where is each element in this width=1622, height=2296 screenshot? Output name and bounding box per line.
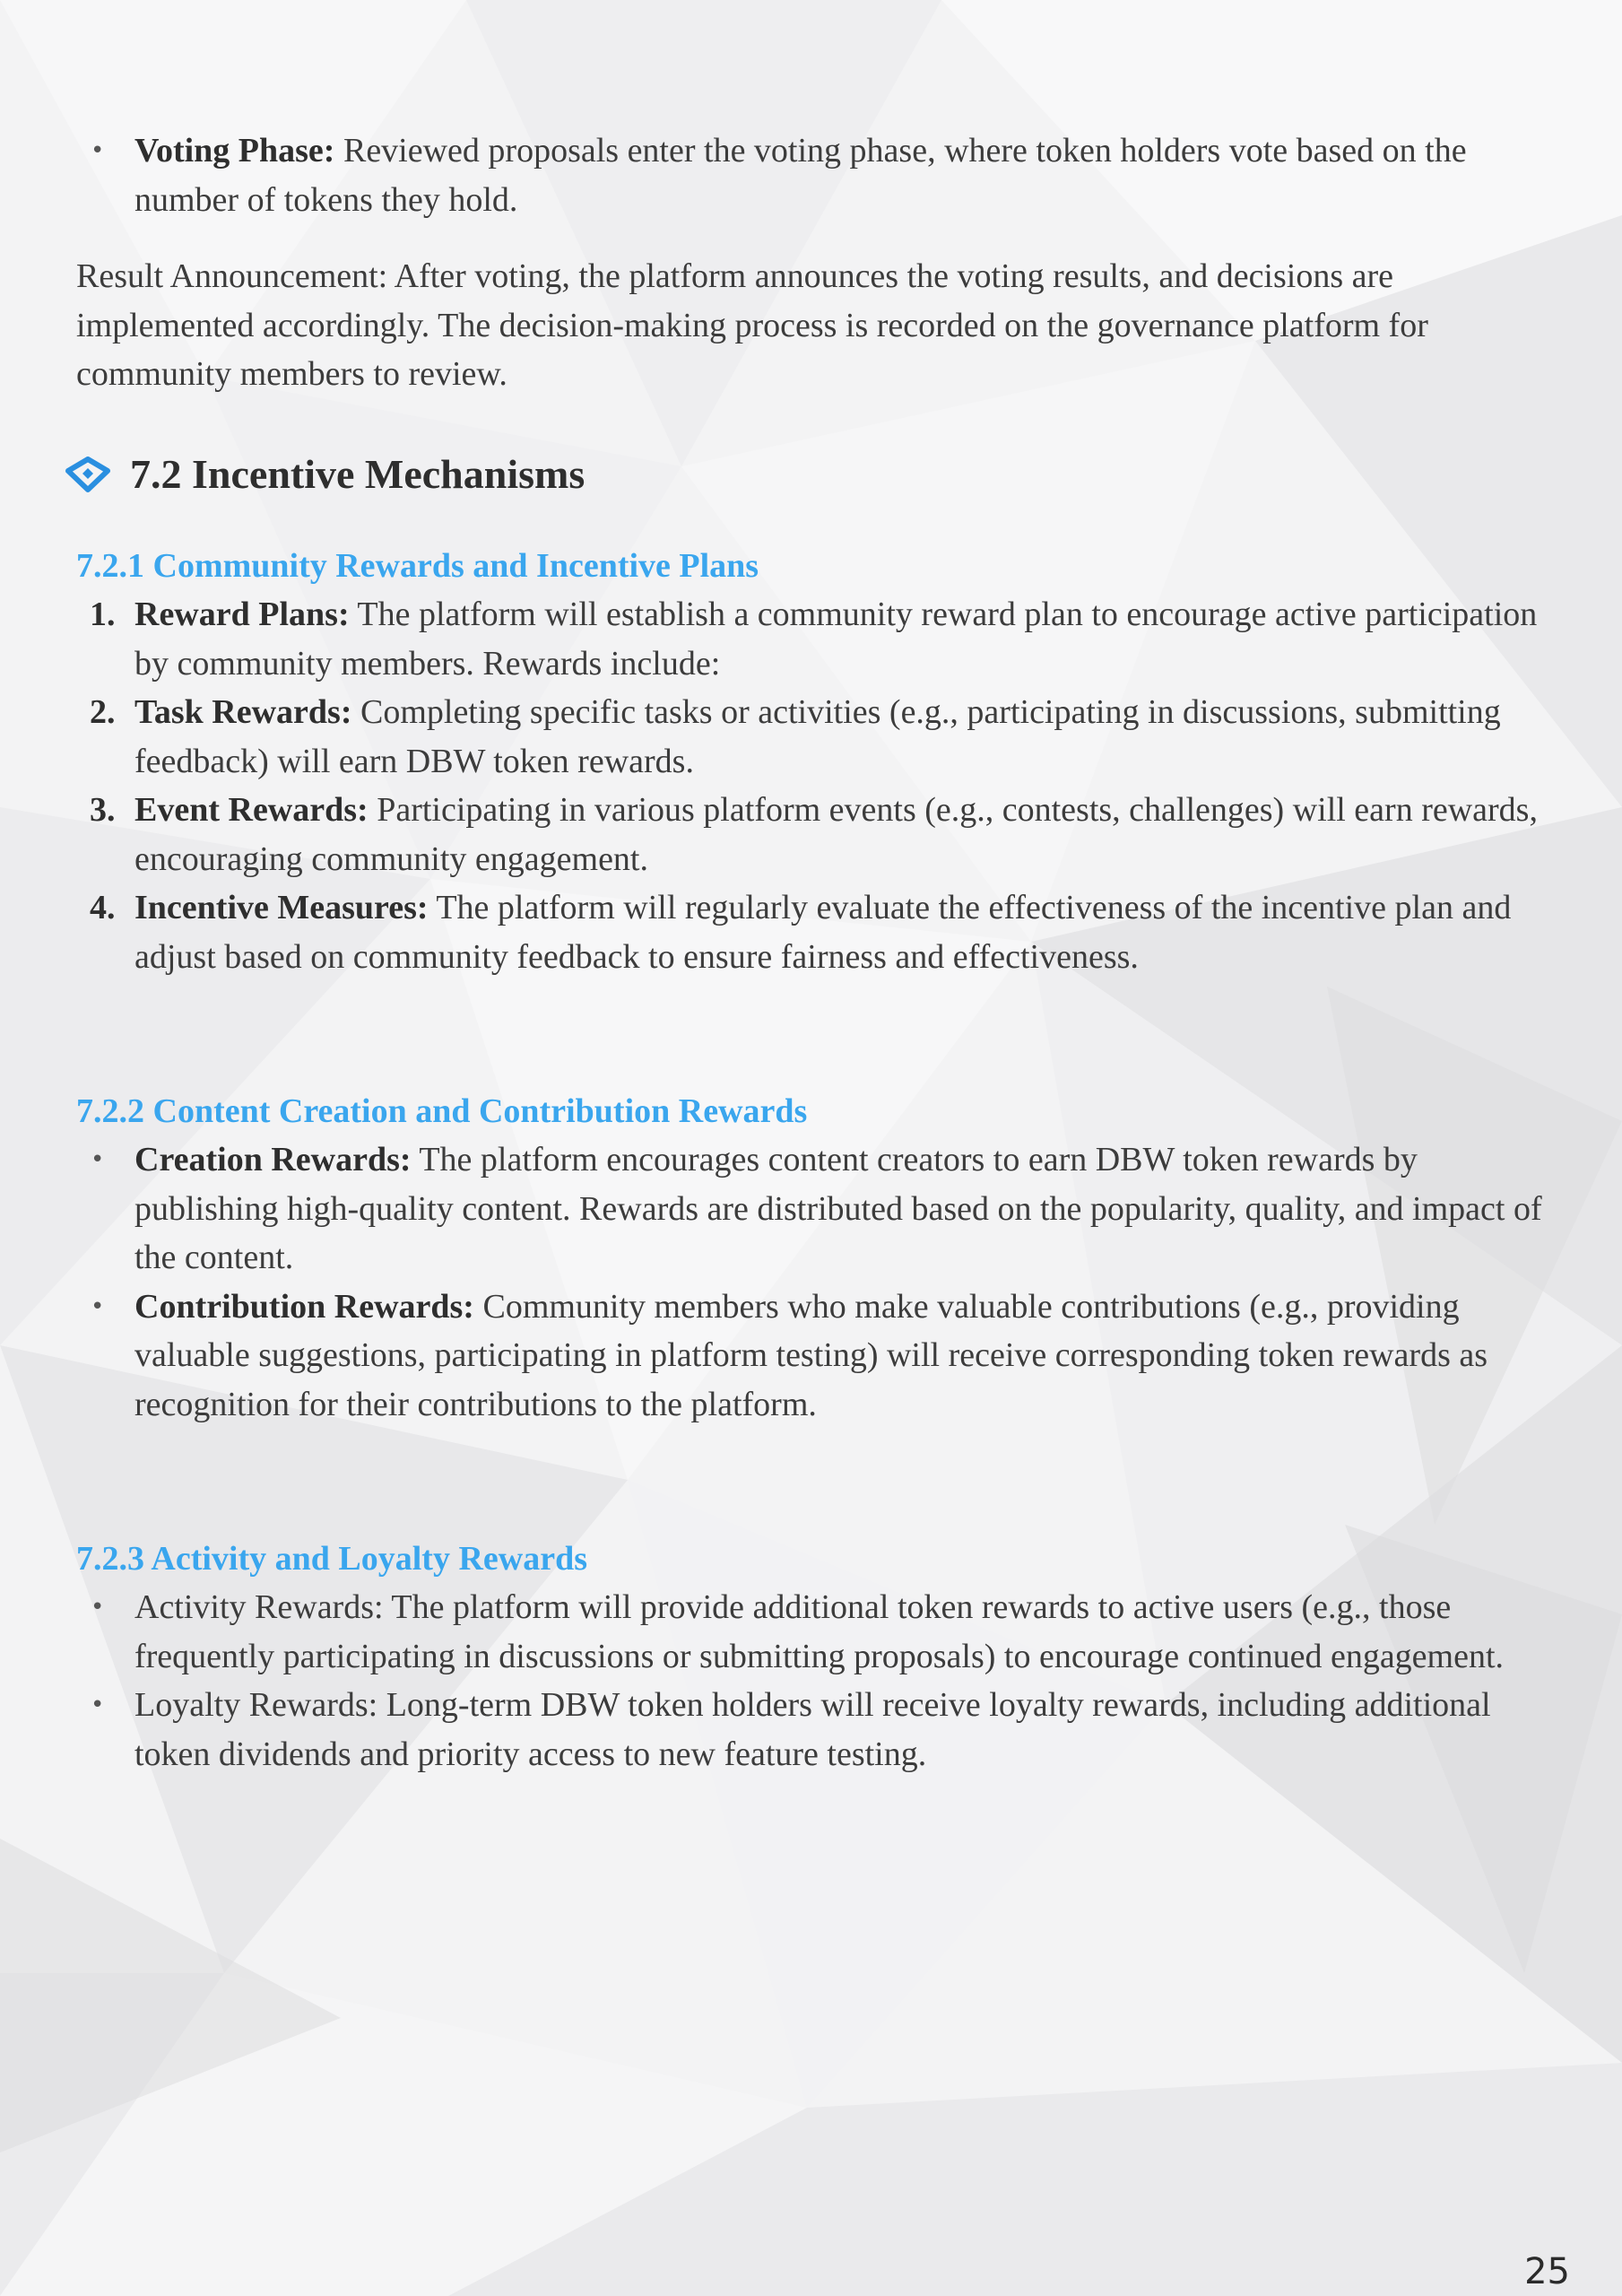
item-term: Creation Rewards: — [134, 1141, 412, 1178]
item-text: Participating in various platform events (e.g., contests, challenges) will earn rewards, encouraging community engagement. — [134, 791, 1538, 878]
list-item — [76, 1583, 1547, 1681]
item-text: Reviewed proposals enter the voting phase, where token holders vote based on the number of tokens they hold. — [134, 132, 1467, 219]
item-term: Task Rewards: — [134, 693, 352, 731]
bullet-marker: • — [91, 1292, 105, 1320]
bullet-marker: • — [91, 1692, 105, 1718]
activity-loyalty-list — [76, 1583, 1547, 1779]
item-text: The platform will regularly evaluate the effectiveness of the incentive plan and adjust based on community feedback to ensure fairness and effectiveness. — [134, 889, 1512, 976]
item-number: 2. — [90, 693, 116, 731]
section-heading-7-2 — [65, 450, 585, 498]
bullet-marker: • — [91, 1594, 105, 1621]
item-number: 4. — [90, 889, 116, 926]
item-text: The platform will establish a community reward plan to encourage active participation by community members. Rewards include: — [134, 596, 1538, 683]
list-item — [76, 126, 1547, 224]
list-item — [76, 1283, 1547, 1430]
page-number: 25 — [1524, 2251, 1570, 2292]
diamond-icon — [65, 457, 110, 492]
list-item — [76, 883, 1547, 981]
section-title: 7.2 Incentive Mechanisms — [130, 451, 585, 497]
community-rewards-list — [76, 590, 1547, 981]
item-number: 3. — [90, 791, 116, 829]
subsection-title-7-2-2: 7.2.2 Content Creation and Contribution Rewards — [76, 1092, 808, 1130]
bullet-marker: • — [91, 137, 105, 164]
item-term: Incentive Measures: — [134, 889, 429, 926]
list-item — [76, 1135, 1547, 1283]
bullet-marker: • — [91, 1146, 105, 1173]
item-term: Voting Phase: — [134, 132, 335, 170]
item-text: The platform encourages content creators to earn DBW token rewards by publishing high-quality content. Rewards are distributed based on the popularity, quality, and impact of the content. — [134, 1141, 1542, 1276]
item-number: 1. — [90, 596, 116, 633]
item-text: Completing specific tasks or activities (e.g., participating in discussions, submitting feedback) will earn DBW token rewards. — [134, 693, 1501, 780]
result-announcement-paragraph: Result Announcement: After voting, the platform announces the voting results, and decisions are implemented accordingly. The decision-making process is recorded on the governance platform for community members to review. — [76, 257, 1428, 393]
subsection-title-7-2-3: 7.2.3 Activity and Loyalty Rewards — [76, 1540, 587, 1578]
item-term: Reward Plans: — [134, 596, 350, 633]
item-text: Community members who make valuable contributions (e.g., providing valuable suggestions, participating in platform testing) will receive corresponding token rewards as recognition for their contributions to the platform. — [134, 1287, 1488, 1423]
item-term: Contribution Rewards: — [134, 1287, 474, 1326]
voting-phase-list — [76, 126, 1547, 224]
subsection-title-7-2-1: 7.2.1 Community Rewards and Incentive Plans — [76, 547, 759, 585]
item-term: Event Rewards: — [134, 791, 369, 829]
list-item — [76, 590, 1547, 688]
list-item — [76, 1681, 1547, 1779]
content-creation-list — [76, 1135, 1547, 1429]
list-item — [76, 688, 1547, 786]
item-text: Loyalty Rewards: Long-term DBW token holders will receive loyalty rewards, including additional token dividends and priority access to new feature testing. — [134, 1686, 1491, 1773]
item-text: Activity Rewards: The platform will provide additional token rewards to active users (e.g., those frequently participating in discussions or submitting proposals) to encourage continued engagement. — [134, 1588, 1505, 1675]
list-item — [76, 786, 1547, 883]
